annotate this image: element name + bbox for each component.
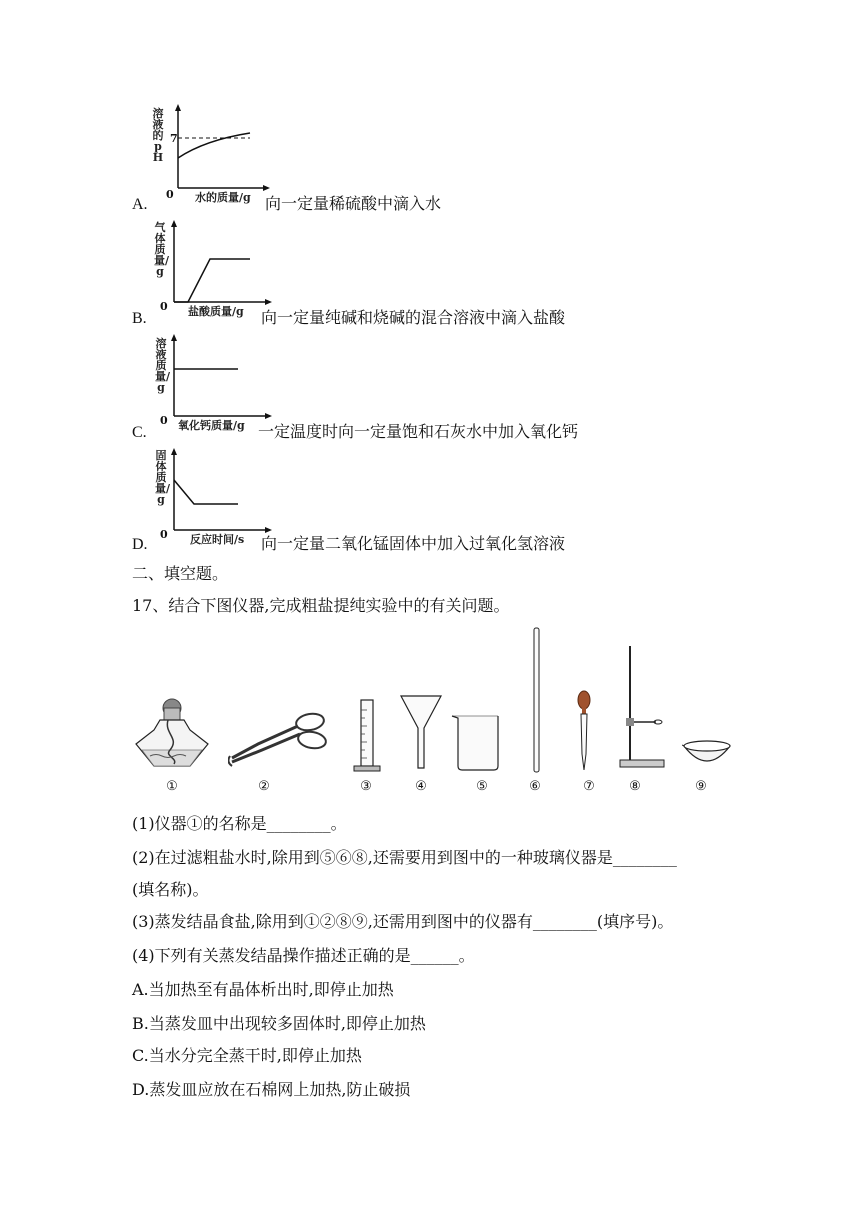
graph-a: [150, 104, 270, 204]
instrument-number-5: ⑤: [476, 779, 488, 794]
graph-b-origin: 0: [160, 300, 168, 313]
graph-a-curve: [178, 133, 250, 158]
option-d-text: 向一定量二氧化锰固体中加入过氧化氢溶液: [261, 534, 566, 553]
instrument-number-9: ⑨: [695, 779, 707, 794]
section-heading: 二、填空题。: [132, 564, 229, 583]
graph-b-curve: [174, 259, 250, 302]
instrument-number-1: ①: [166, 779, 178, 794]
iron-stand-icon: [616, 644, 670, 772]
graph-b-xlabel: 盐酸质量/g: [188, 305, 244, 318]
crucible-tongs-icon: [228, 710, 328, 770]
option-b-letter: B.: [132, 310, 147, 327]
sub-question-2-line2: (填名称)。: [132, 880, 209, 899]
question-17-stem: 17、结合下图仪器,完成粗盐提纯实验中的有关问题。: [132, 596, 510, 615]
choice-b: B.当蒸发皿中出现较多固体时,即停止加热: [132, 1014, 426, 1033]
graph-a-origin: 0: [166, 188, 174, 201]
instrument-number-6: ⑥: [529, 779, 541, 794]
funnel-icon: [398, 694, 444, 774]
graduated-cylinder-icon: [352, 698, 382, 774]
sub-question-3: (3)蒸发结晶食盐,除用到①②⑧⑨,还需用到图中的仪器有________(填序号)。: [132, 912, 674, 931]
instrument-number-4: ④: [415, 779, 427, 794]
option-a-text: 向一定量稀硫酸中滴入水: [265, 194, 442, 213]
beaker-icon: [450, 712, 504, 774]
graph-c-plot: [152, 332, 272, 432]
graph-c-ylabel: 溶液质量/g: [155, 337, 171, 394]
instrument-number-3: ③: [360, 779, 372, 794]
sub-question-1: (1)仪器①的名称是________。: [132, 814, 347, 833]
graph-d-xlabel: 反应时间/s: [190, 533, 245, 546]
dropper-icon: [574, 690, 594, 774]
graph-d-ylabel: 固体质量/g: [155, 449, 171, 506]
glass-rod-icon: [530, 626, 544, 776]
graph-d-plot: [152, 446, 272, 546]
graph-b: [152, 218, 272, 318]
alcohol-lamp-icon: [134, 694, 210, 774]
graph-c-xlabel: 氧化钙质量/g: [178, 419, 245, 432]
evaporating-dish-icon: [682, 736, 732, 772]
instrument-number-8: ⑧: [629, 779, 641, 794]
option-b-text: 向一定量纯碱和烧碱的混合溶液中滴入盐酸: [261, 308, 566, 327]
graph-d: [152, 446, 272, 546]
graph-b-ylabel: 气体质量/g: [154, 221, 170, 278]
graph-a-tick: 7: [170, 132, 178, 145]
graph-b-plot: [152, 218, 272, 318]
instrument-number-7: ⑦: [583, 779, 595, 794]
choice-c: C.当水分完全蒸干时,即停止加热: [132, 1046, 362, 1065]
graph-a-xlabel: 水的质量/g: [195, 191, 251, 204]
choice-d: D.蒸发皿应放在石棉网上加热,防止破损: [132, 1080, 411, 1099]
sub-question-2-line1: (2)在过滤粗盐水时,除用到⑤⑥⑧,还需要用到图中的一种玻璃仪器是________: [132, 848, 677, 867]
graph-d-origin: 0: [160, 528, 168, 541]
graph-c: [152, 332, 272, 432]
graph-a-ylabel: 溶液的pH: [152, 107, 164, 164]
option-c-text: 一定温度时向一定量饱和石灰水中加入氧化钙: [258, 422, 579, 441]
sub-question-4: (4)下列有关蒸发结晶操作描述正确的是______。: [132, 946, 475, 965]
graph-c-origin: 0: [160, 414, 168, 427]
choice-a: A.当加热至有晶体析出时,即停止加热: [132, 980, 394, 999]
instruments-figure: [128, 624, 738, 794]
option-c-letter: C.: [132, 424, 147, 441]
option-a-letter: A.: [132, 196, 148, 213]
instrument-number-2: ②: [258, 779, 270, 794]
graph-d-curve: [174, 480, 238, 504]
option-d-letter: D.: [132, 536, 148, 553]
